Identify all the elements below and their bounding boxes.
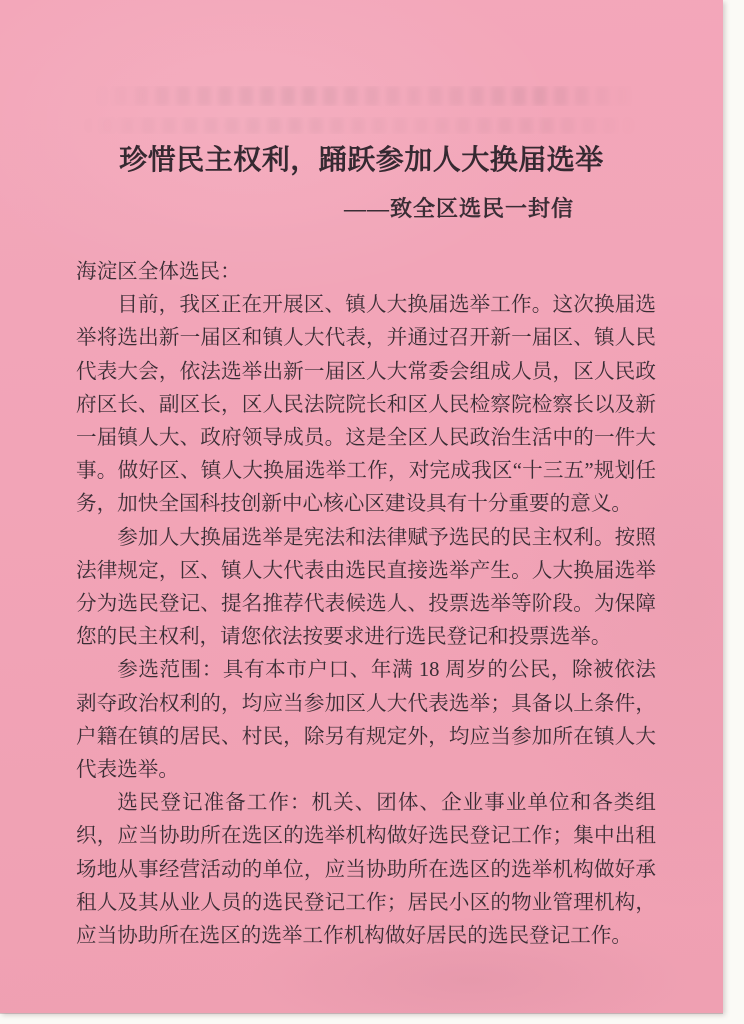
paragraph-registration-preparation: 选民登记准备工作：机关、团体、企业事业单位和各类组织，应当协助所在选区的选举机构做好选民登记工作；集中出租场地从事经营活动的单位，应当协助所在选区的选举机构做好承租人及其从业人员的选民登记工作；居民小区的物业管理机构，应当协助所在选区的选举工作机构做好居民的选民登记工作。 xyxy=(76,792,656,948)
letter-title: 珍惜民主权利，踊跃参加人大换届选举 xyxy=(119,145,604,176)
paragraph-election-overview: 目前，我区正在开展区、镇人大换届选举工作。这次换届选举将选出新一届区和镇人大代表，并通过召开新一届区、镇人民代表大会，依法选举出新一届区人大常委会组成人员，区人民政府区长、副区长，区人民法院院长和区人民检察院检察长以及新一届镇人大、政府领导成员。这是全区人民政治生活中的一件大事。做好区、镇人大换届选举工作，对完成我区“十三五”规划任务，加快全国科技创新中心核心区建设具有十分重要的意义。 xyxy=(76,294,656,516)
bleedthrough-row-2 xyxy=(78,117,640,134)
salutation: 海淀区全体选民： xyxy=(76,261,241,283)
letter-body xyxy=(76,256,656,953)
bleedthrough-row-1 xyxy=(92,86,640,106)
paragraph-eligibility-scope: 参选范围：具有本市户口、年满 18 周岁的公民，除被依法剥夺政治权利的，均应当参加区人大代表选举；具备以上条件，户籍在镇的居民、村民，除另有规定外，均应当参加所在镇人大代表选举。 xyxy=(76,659,656,782)
letter-subtitle: ——致全区选民一封信 xyxy=(343,196,574,221)
paragraph-democratic-rights: 参加人大换届选举是宪法和法律赋予选民的民主权利。按照法律规定，区、镇人大代表由选民直接选举产生。人大换届选举分为选民登记、提名推荐代表候选人、投票选举等阶段。为保障您的民主权利，请您依法按要求进行选民登记和投票选举。 xyxy=(76,526,656,649)
